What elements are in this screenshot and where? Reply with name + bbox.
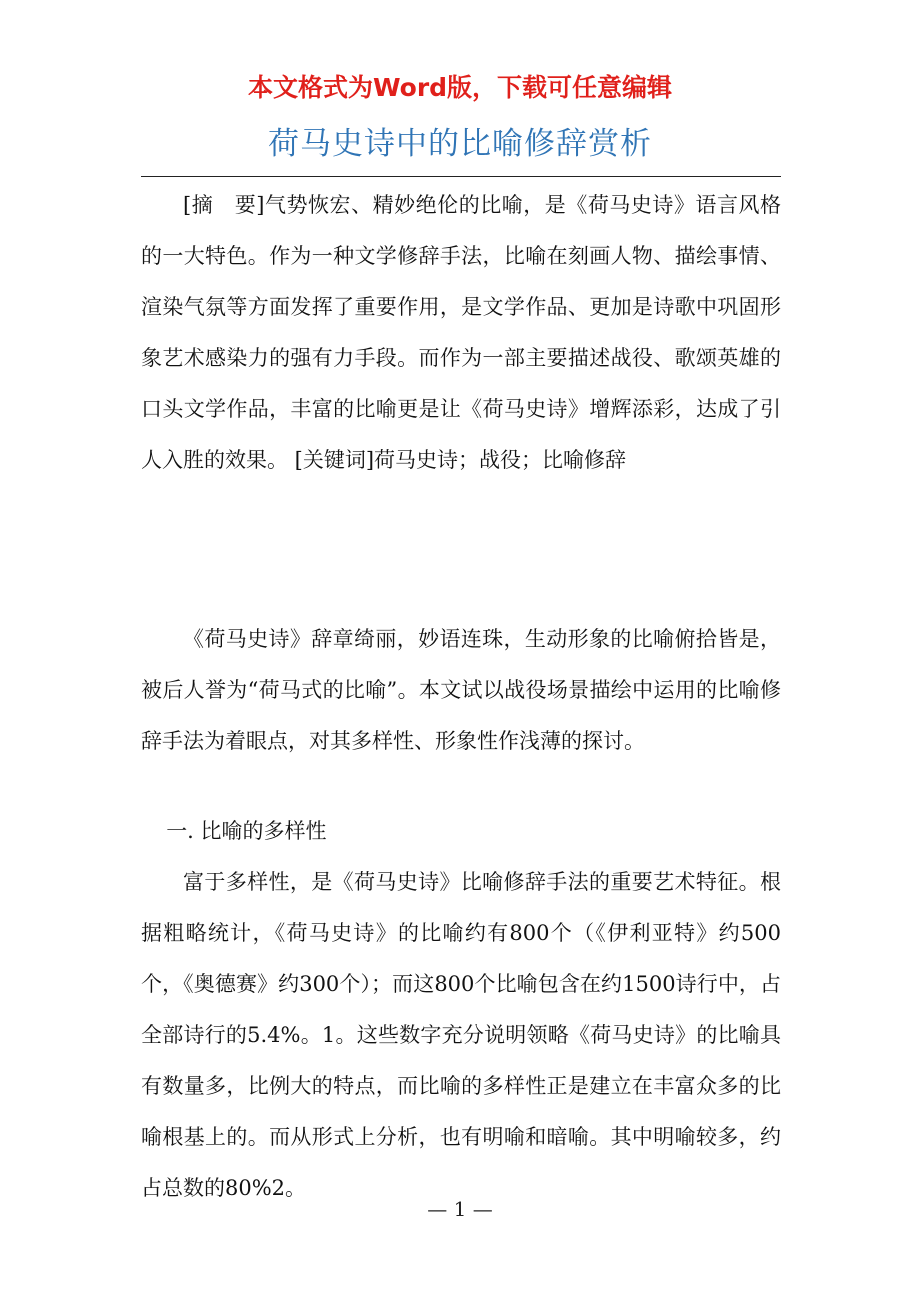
title-divider [141, 176, 781, 177]
download-notice: 本文格式为Word版，下载可任意编辑 [247, 73, 673, 102]
section-heading: 一. 比喻的多样性 [166, 819, 327, 843]
intro-paragraph: 《荷马史诗》辞章绮丽，妙语连珠，生动形象的比喻俯拾皆是，被后人誉为“荷马式的比喻”。本文试以战役场景描绘中运用的比喻修辞手法为着眼点，对其多样性、形象性作浅薄的探讨。 [141, 627, 781, 753]
abstract-paragraph: [摘 要]气势恢宏、精妙绝伦的比喻，是《荷马史诗》语言风格的一大特色。作为一种文学修辞手法，比喻在刻画人物、描绘事情、渲染气氛等方面发挥了重要作用，是文学作品、更加是诗歌中巩固形象艺术感染力的强有力手段。而作为一部主要描述战役、歌颂英雄的口头文学作品，丰富的比喻更是让《荷马史诗》增辉添彩，达成了引人入胜的效果。 [关键词]荷马史诗；战役；比喻修辞 [141, 193, 781, 472]
page-number: — 1 — [427, 1197, 493, 1221]
body-paragraph: 富于多样性，是《荷马史诗》比喻修辞手法的重要艺术特征。根据粗略统计，《荷马史诗》的比喻约有800个（《伊利亚特》约500个，《奥德赛》约300个）；而这800个比喻包含在约1500诗行中，占全部诗行的5.4%。1。这些数字充分说明领略《荷马史诗》的比喻具有数量多，比例大的特点，而比喻的多样性正是建立在丰富众多的比喻根基上的。而从形式上分析，也有明喻和暗喻。其中明喻较多，约占总数的80%2。 [141, 870, 781, 1200]
document-title: 荷马史诗中的比喻修辞赏析 [268, 126, 652, 162]
